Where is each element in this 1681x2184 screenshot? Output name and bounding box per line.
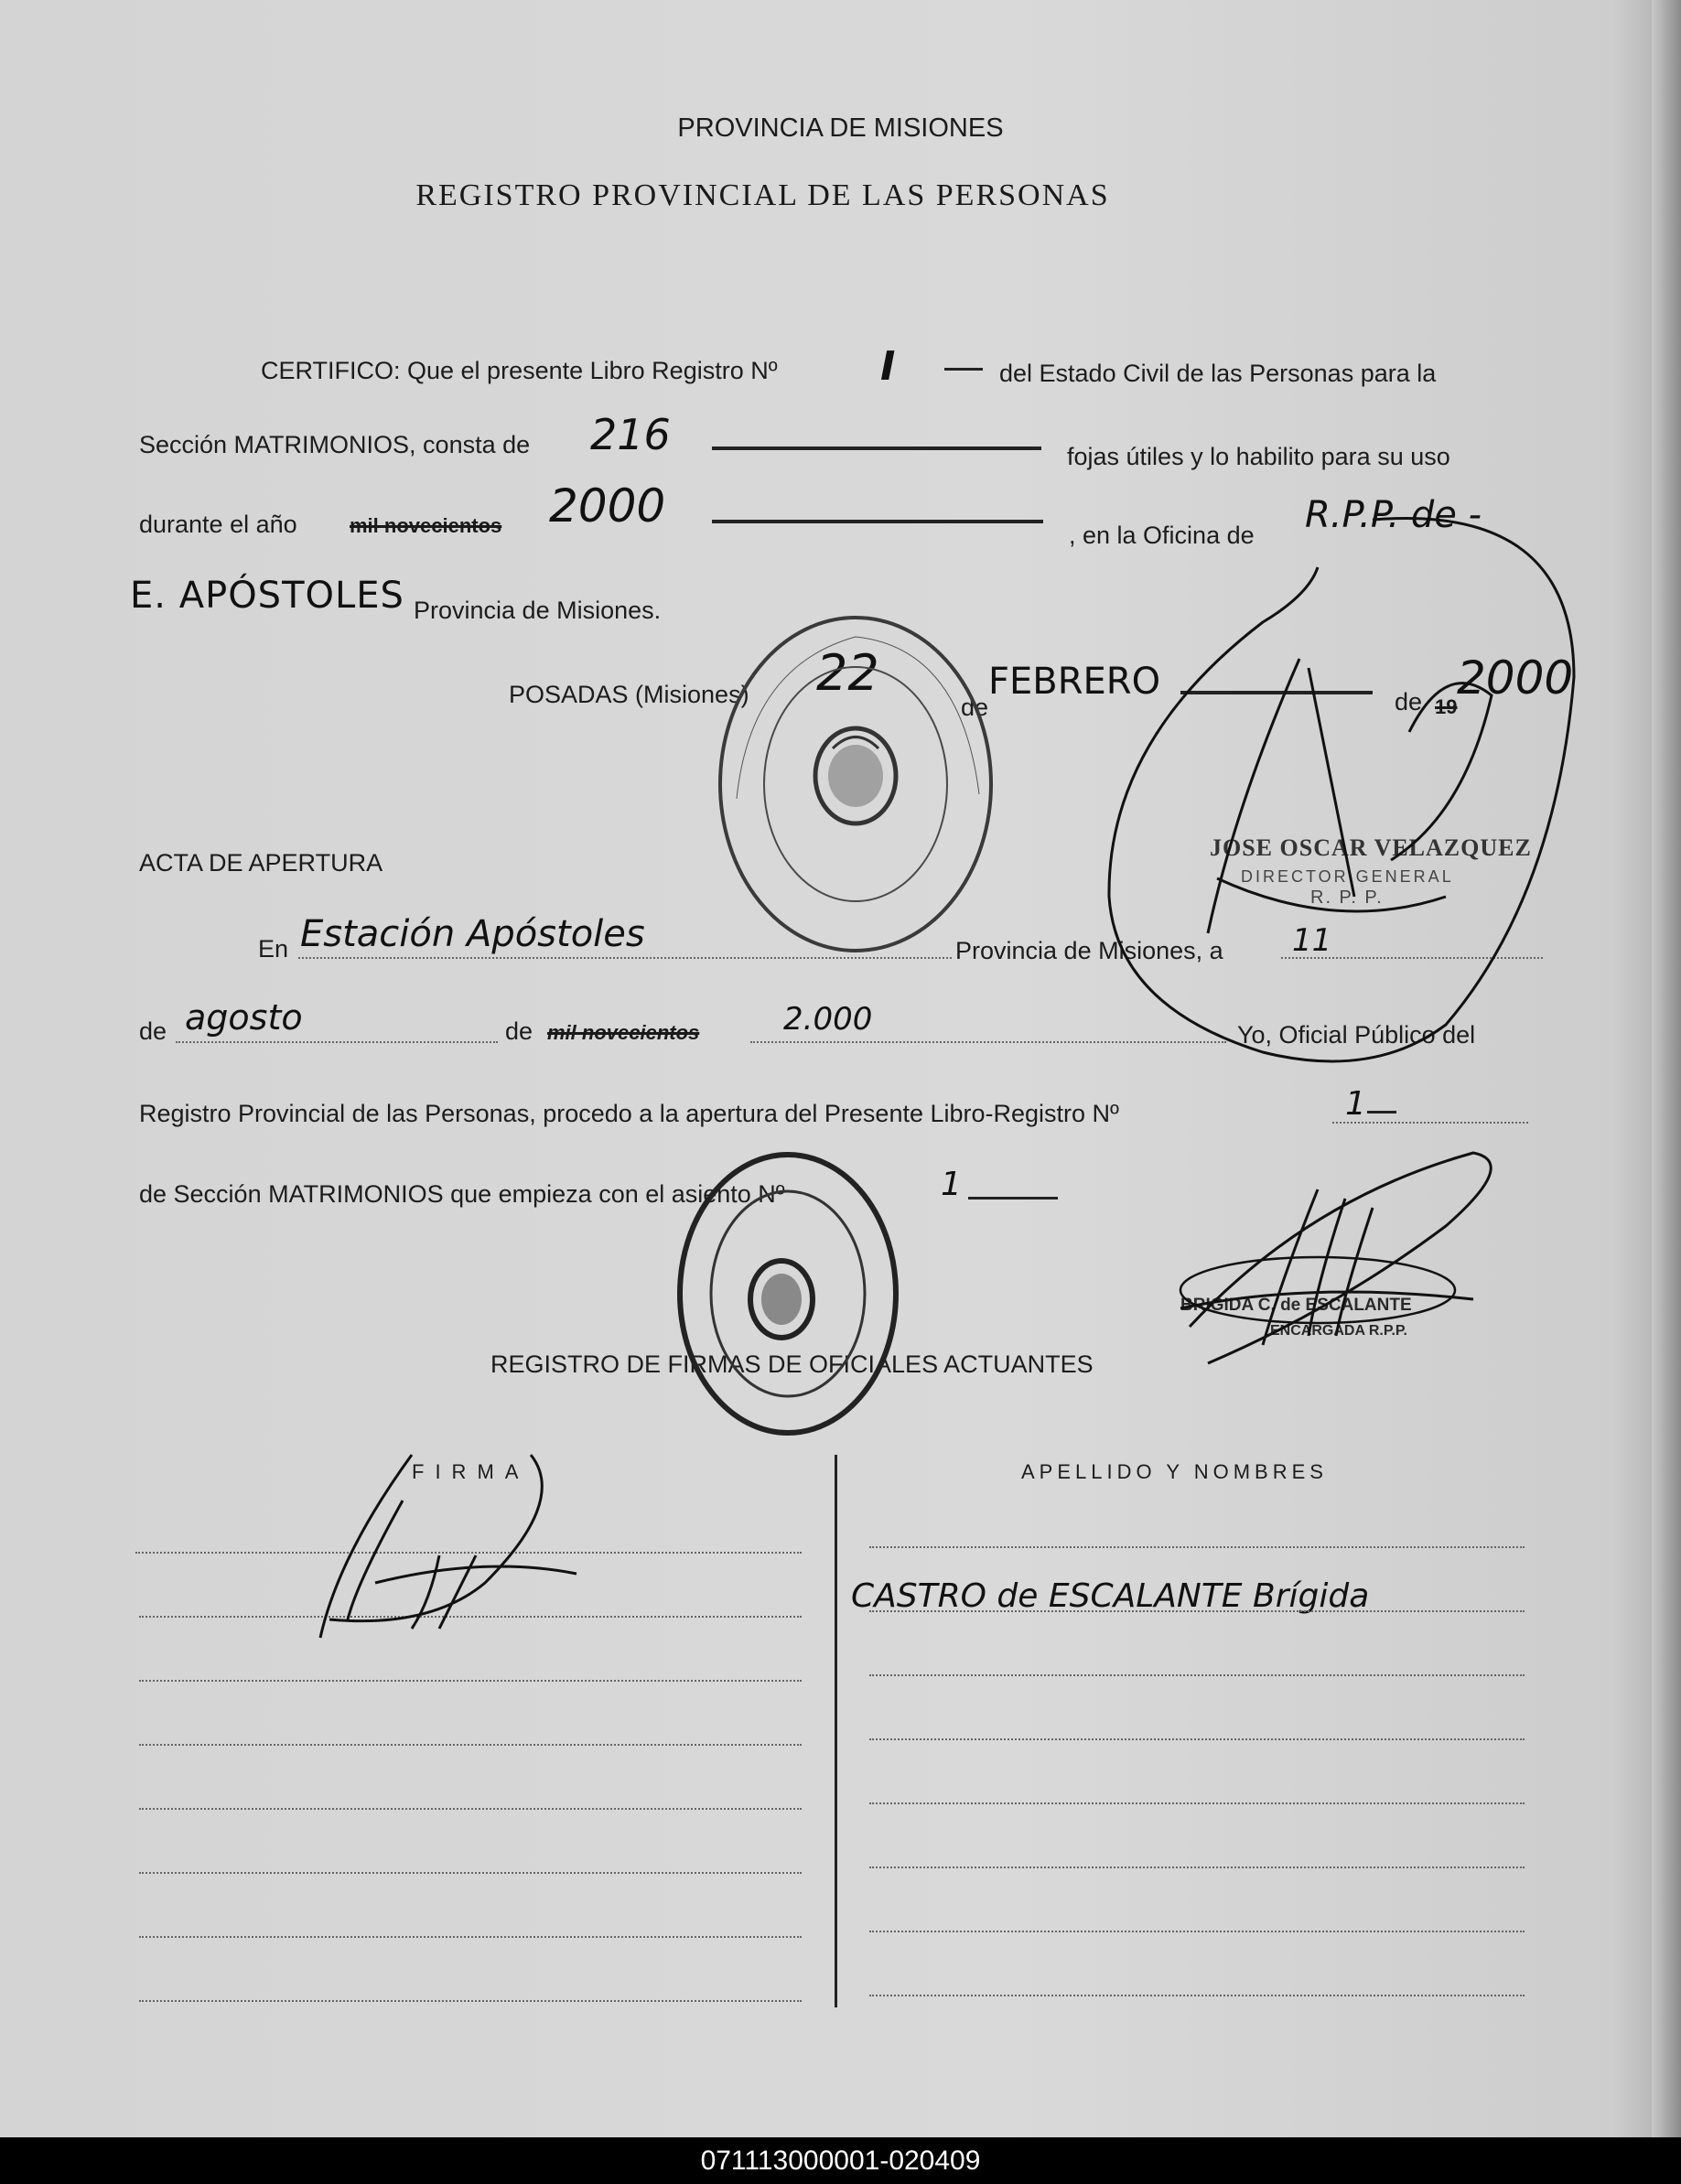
date-de2: de <box>1395 688 1423 715</box>
officer-stamp-name: BRIGIDA C. de ESCALANTE <box>1180 1296 1412 1315</box>
opening-month-line <box>176 1041 498 1043</box>
names-row <box>869 1546 1525 1548</box>
book-number-hand: I <box>880 343 896 390</box>
firma-row <box>139 1680 802 1682</box>
opening-month-hand: agosto <box>185 997 303 1038</box>
col-names-heading: APELLIDO Y NOMBRES <box>1021 1460 1328 1483</box>
firma-row <box>139 1936 802 1938</box>
opening-en: En <box>258 935 289 963</box>
firma-row <box>139 1872 802 1874</box>
opening-book-hand: 1 <box>1345 1085 1366 1123</box>
registry-seal <box>714 611 997 957</box>
opening-official: Yo, Oficial Público del <box>1237 1021 1476 1049</box>
officer-signature <box>1171 1144 1519 1372</box>
cert-line1-dash <box>944 368 983 371</box>
opening-struck: mil novecientos <box>547 1021 700 1044</box>
page-edge-shadow <box>1652 0 1681 2137</box>
director-org: R. P. P. <box>1310 888 1384 908</box>
names-row <box>869 1738 1525 1740</box>
opening-line3: Registro Provincial de las Personas, procedo a la apertura del Presente Libro-Registro Nº <box>139 1100 1119 1127</box>
firma-row <box>139 1808 802 1810</box>
struck-19: 19 <box>1435 695 1458 718</box>
cert-year-hand: 2000 <box>1457 651 1574 705</box>
cert-line1-prefix: CERTIFICO: Que el presente Libro Registro Nº <box>261 357 778 384</box>
opening-entry-dash <box>968 1197 1058 1200</box>
director-name: JOSE OSCAR VELAZQUEZ <box>1210 834 1532 861</box>
year-hand: 2000 <box>549 479 666 533</box>
names-row <box>869 1802 1525 1804</box>
province-heading: PROVINCIA DE MISIONES <box>677 113 1004 143</box>
opening-de2: de <box>505 1017 533 1045</box>
firma-row <box>139 1744 802 1746</box>
officer-stamp-title: ENCARGADA R.P.P. <box>1270 1323 1407 1339</box>
cert-line2-suffix: fojas útiles y lo habilito para su uso <box>1067 443 1450 470</box>
names-row <box>869 1995 1525 1996</box>
opening-province: Provincia de Misiones, a <box>955 937 1223 964</box>
opening-place-hand: Estación Apóstoles <box>300 913 645 955</box>
names-row <box>869 1610 1525 1612</box>
opening-de1: de <box>139 1017 167 1045</box>
signatures-heading: REGISTRO DE FIRMAS DE OFICIALES ACTUANTES <box>490 1350 1094 1378</box>
column-divider <box>835 1455 837 2007</box>
cert-line1-suffix: del Estado Civil de las Personas para la <box>999 360 1437 387</box>
director-signature <box>1098 512 1611 1080</box>
opening-entry-hand: 1 <box>941 1166 962 1203</box>
cert-line2-prefix: Sección MATRIMONIOS, consta de <box>139 431 531 458</box>
year-rule <box>712 520 1043 523</box>
struck-text: mil novecientos <box>350 514 502 537</box>
opening-book-dash <box>1367 1111 1396 1114</box>
firma-row <box>139 2000 802 2002</box>
scan-id-footer: 071113000001-020409 <box>0 2137 1681 2184</box>
month-hand: FEBRERO <box>988 661 1161 703</box>
date-de1: de <box>961 694 989 721</box>
names-row <box>869 1867 1525 1868</box>
names-row <box>869 1931 1525 1932</box>
opening-line4: de Sección MATRIMONIOS que empieza con el asiento Nº <box>139 1180 785 1208</box>
day-hand: 22 <box>816 644 879 702</box>
cert-line3-prefix: durante el año <box>139 511 297 538</box>
opening-year-hand: 2.000 <box>783 1001 873 1038</box>
folios-rule <box>712 446 1041 450</box>
col-firma-heading: FIRMA <box>412 1460 530 1483</box>
opening-place-line <box>298 957 952 959</box>
office-hand: R.P.P. de - <box>1305 494 1482 536</box>
place-prefix: POSADAS (Misiones) <box>509 681 749 708</box>
firma-signature <box>302 1446 576 1656</box>
folios-hand: 216 <box>590 410 671 459</box>
station-seal <box>673 1147 902 1440</box>
registry-heading: REGISTRO PROVINCIAL DE LAS PERSONAS <box>415 178 1110 212</box>
director-title: DIRECTOR GENERAL <box>1241 867 1454 886</box>
opening-book-line <box>1332 1122 1528 1124</box>
name-hand: CASTRO de ESCALANTE Brígida <box>851 1577 1370 1615</box>
opening-day-hand: 11 <box>1292 922 1332 959</box>
names-row <box>869 1674 1525 1676</box>
cert-line3-suffix: , en la Oficina de <box>1069 522 1255 549</box>
opening-heading: ACTA DE APERTURA <box>139 849 383 877</box>
office-line2-hand: E. APÓSTOLES <box>130 575 404 617</box>
cert-line4-suffix: Provincia de Misiones. <box>414 597 662 624</box>
